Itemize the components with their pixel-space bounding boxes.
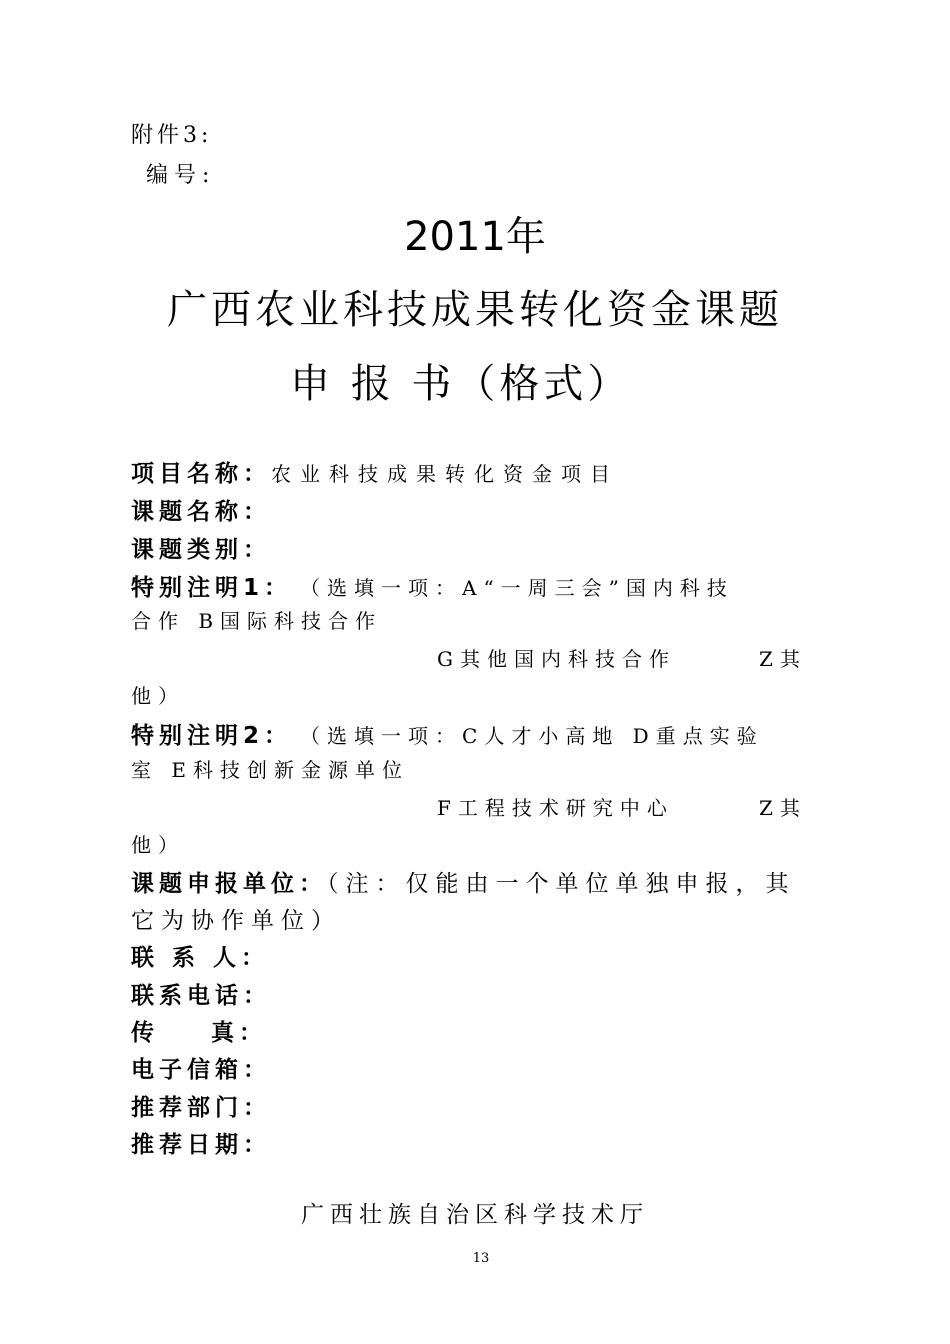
email-label: 电子信箱：	[131, 1057, 271, 1083]
note2-options: （选填一项：C人才小高地 D重点实验	[310, 724, 764, 748]
project-name-value: 农业科技成果转化资金项目	[271, 462, 619, 486]
project-name-label: 项目名称：	[131, 461, 271, 487]
topic-category-row	[131, 531, 271, 564]
note1-options: （选填一项：A“一周三会”国内科技	[310, 576, 734, 600]
topic-name-label: 课题名称：	[131, 499, 271, 525]
phone-label: 联系电话：	[131, 983, 271, 1009]
recommend-date-row	[131, 1126, 271, 1159]
attachment-label: 附件3:	[131, 123, 213, 148]
applicant-unit-row	[131, 865, 796, 898]
document-title: 广西农业科技成果转化资金课题	[167, 287, 783, 333]
applicant-unit-note: （注：仅能由一个单位单独申报，其	[327, 871, 796, 897]
contact-person-label: 联 系 人：	[131, 945, 270, 971]
note1-row	[131, 569, 734, 602]
project-name-row	[131, 455, 619, 488]
document-year: 2011年	[404, 214, 546, 260]
note1-options-line2: 合作 B国际科技合作	[131, 609, 383, 633]
note1-label: 特别注明1：	[131, 575, 293, 601]
fax-row	[131, 1014, 267, 1047]
fax-label: 传 真：	[131, 1020, 268, 1046]
recommend-dept-row	[131, 1089, 271, 1122]
note2-options-line3: F工程技术研究中心	[437, 796, 674, 820]
recommend-dept-label: 推荐部门：	[131, 1095, 271, 1121]
issuing-authority: 广西壮族自治区科学技术厅	[301, 1202, 649, 1228]
note2-options-line4: 他）	[131, 833, 185, 857]
email-row	[131, 1051, 271, 1084]
note2-label: 特别注明2：	[131, 723, 293, 749]
recommend-date-label: 推荐日期：	[131, 1132, 271, 1158]
note2-row	[131, 717, 764, 750]
document-subtitle: 申 报 书（格式）	[290, 361, 632, 407]
note1-options-line3: G其他国内科技合作	[437, 647, 676, 671]
phone-row	[131, 977, 271, 1010]
note2-options-line3b: Z其	[759, 796, 807, 820]
contact-person-row	[131, 939, 269, 972]
serial-number-label: 编号:	[146, 163, 216, 188]
applicant-unit-label: 课题申报单位：	[131, 871, 327, 897]
note1-options-line4: 他）	[131, 684, 185, 708]
topic-category-label: 课题类别：	[131, 537, 271, 563]
note1-options-line3b: Z其	[759, 647, 807, 671]
note2-options-line2: 室 E科技创新金源单位	[131, 758, 409, 782]
applicant-unit-note-line2: 它为协作单位）	[131, 908, 341, 934]
page-number: 13	[472, 1251, 490, 1266]
topic-name-row	[131, 493, 271, 526]
